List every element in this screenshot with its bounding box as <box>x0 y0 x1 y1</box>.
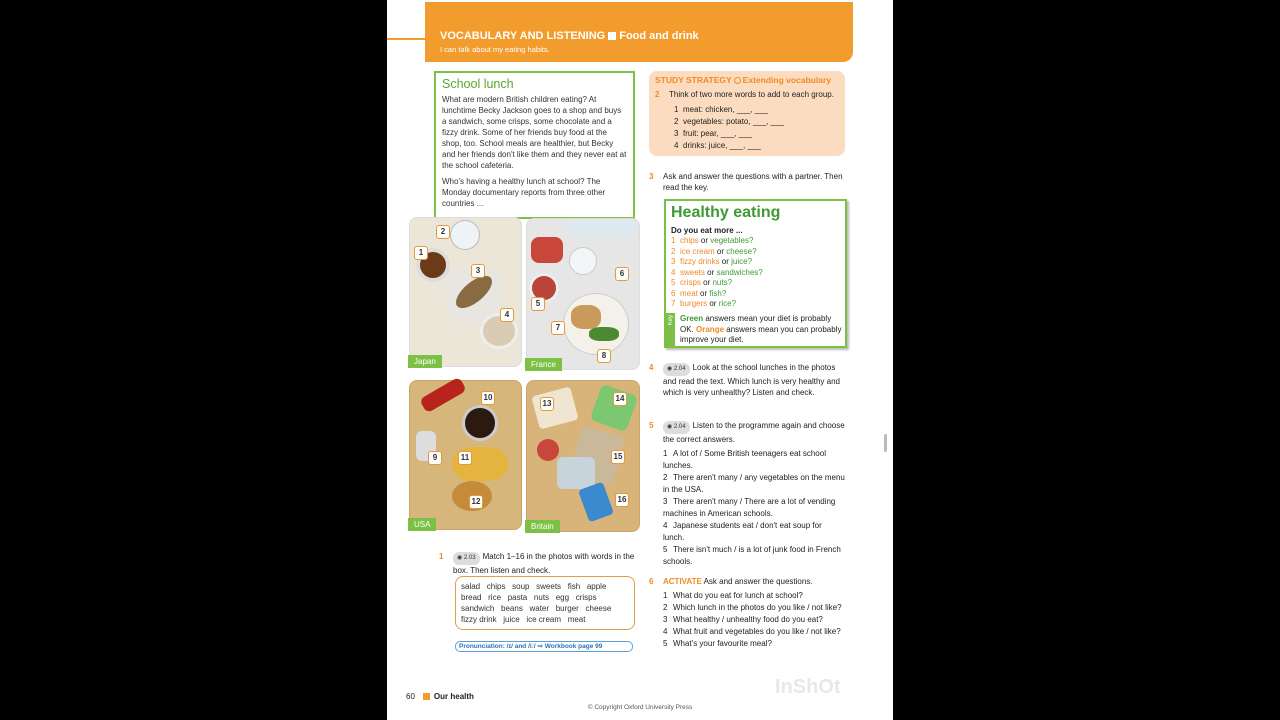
word-row: sandwich beans water burger cheese <box>461 604 612 613</box>
chicken-image <box>571 305 601 329</box>
tray-label: Britain <box>525 520 560 533</box>
circle-icon <box>734 77 741 84</box>
list-item: 1 A lot of / Some British teenagers eat school lunches. <box>663 449 826 470</box>
glass-image <box>569 247 597 275</box>
page-number: 60 <box>406 692 415 701</box>
list-item: 1 meat: chicken, ___, ___ <box>674 105 768 114</box>
list-item: 5 What's your favourite meal? <box>663 639 772 648</box>
wrapper-image <box>557 457 595 489</box>
photo-number: 16 <box>615 493 629 507</box>
list-item: 6 meat or fish? <box>671 288 727 298</box>
photo-number: 1 <box>414 246 428 260</box>
cola-cup-image <box>462 405 498 441</box>
list-item: 2 There aren't many / any vegetables on the menu in the USA. <box>663 473 845 494</box>
list-item: 4 What fruit and vegetables do you like / not like? <box>663 627 841 636</box>
school-lunch-para2: Who's having a healthy lunch at school? The Monday documentary reports from three other countries ... <box>442 177 606 208</box>
glass-image <box>450 220 480 250</box>
photo-number: 12 <box>469 495 483 509</box>
apple-image <box>537 439 559 461</box>
list-item: 4 Japanese students eat / don't eat soup for lunch. <box>663 521 822 542</box>
word-row: fizzy drink juice ice cream meat <box>461 615 586 624</box>
word-row: bread rice pasta nuts egg crisps <box>461 593 597 602</box>
tray-label: Japan <box>408 355 442 368</box>
key-text: Green answers mean your diet is probably OK. Orange answers mean you can probably improve your diet. <box>680 314 842 344</box>
photo-number: 13 <box>540 397 554 411</box>
list-item: 3 There aren't many / There are a lot of vending machines in American schools. <box>663 497 836 518</box>
list-item: 3 fizzy drinks or juice? <box>671 257 753 266</box>
square-icon <box>423 693 430 700</box>
square-icon <box>608 32 616 40</box>
list-item: 4 drinks: juice, ___, ___ <box>674 141 761 150</box>
photo-number: 5 <box>531 297 545 311</box>
question-4: 4 ◉ 2.04 Look at the school lunches in the photos and read the text. Which lunch is very healthy and which is very unhealthy? Listen and check. <box>649 363 840 397</box>
list-item: 7 burgers or rice? <box>671 299 737 308</box>
header-banner <box>425 2 853 62</box>
healthy-eating-box <box>664 199 847 348</box>
page-footer <box>406 692 474 701</box>
tray-japan <box>409 217 522 367</box>
header-title: VOCABULARY AND LISTENING Food and drink <box>440 30 699 42</box>
healthy-eating-intro: Do you eat more ... <box>671 226 743 235</box>
photo-number: 15 <box>611 450 625 464</box>
healthy-eating-title: Healthy eating <box>671 204 781 221</box>
copyright: © Copyright Oxford University Press <box>587 704 693 711</box>
cola-bottle-image <box>419 377 467 414</box>
school-lunch-title: School lunch <box>442 77 514 91</box>
question-1: 1 ◉ 2.03 Match 1–16 in the photos with words in the box. Then listen and check. <box>439 552 635 575</box>
tray-france <box>526 218 640 370</box>
school-lunch-box <box>434 71 635 219</box>
list-item: 2 ice cream or cheese? <box>671 246 757 256</box>
photo-number: 6 <box>615 267 629 281</box>
photo-number: 11 <box>458 451 472 465</box>
list-item: 1 What do you eat for lunch at school? <box>663 591 803 600</box>
header-subtitle: I can talk about my eating habits. <box>440 45 550 54</box>
study-strategy-box <box>649 71 845 156</box>
list-item: 3 What healthy / unhealthy food do you eat? <box>663 615 823 624</box>
question-6: 6 ACTIVATE Ask and answer the questions. 1 What do you eat for lunch at school? 2 Which lunch in the photos do you like / not like? 3 What healthy / unhealthy food do you eat? 4 What fruit and vegetables do you like / not like? 5 What's your favourite meal? <box>649 576 845 650</box>
list-item: 2 Which lunch in the photos do you like / not like? <box>663 603 842 612</box>
word-box <box>455 576 635 630</box>
scrollbar[interactable] <box>884 434 887 452</box>
list-item: 3 fruit: pear, ___, ___ <box>674 129 752 138</box>
list-item: 5 crisps or nuts? <box>671 278 733 287</box>
tray-britain <box>526 380 640 532</box>
photo-number: 3 <box>471 264 485 278</box>
chocolate-image <box>531 386 578 429</box>
question-5: 5 ◉ 2.04 Listen to the programme again and choose the correct answers. 1 A lot of / Some British teenagers eat school lunches. 2 There aren't many / any vegetables on the menu in the USA. 3 There aren't many / There are a lot of vending machines in American schools. 4 Japanese students eat / don't eat soup for lunch. 5 There isn't much / is a lot of junk food in French schools. <box>649 421 845 566</box>
study-strategy-title: STUDY STRATEGY Extending vocabulary <box>655 75 832 85</box>
section-name: Our health <box>433 692 474 701</box>
drink-carton-image <box>578 482 614 523</box>
tray-label: France <box>525 358 562 371</box>
list-item: 5 There isn't much / is a lot of junk food in French schools. <box>663 545 841 566</box>
tray-usa <box>409 380 522 530</box>
crisps-packet-image <box>590 384 639 433</box>
list-item: 2 vegetables: potato, ___, ___ <box>674 117 784 126</box>
photo-number: 4 <box>500 308 514 322</box>
photo-number: 2 <box>436 225 450 239</box>
water-bottle-image <box>567 221 637 237</box>
photo-number: 9 <box>428 451 442 465</box>
word-row: salad chips soup sweets fish apple <box>461 582 607 591</box>
key-bar: Key <box>666 313 675 346</box>
photo-number: 14 <box>613 392 627 406</box>
header-rule <box>387 38 427 40</box>
salad-image <box>531 237 563 263</box>
list-item: 4 sweets or sandwiches? <box>671 267 763 277</box>
tray-label: USA <box>408 518 436 531</box>
audio-icon[interactable]: ◉ 2.03 <box>453 552 480 565</box>
photo-number: 8 <box>597 349 611 363</box>
audio-icon[interactable]: ◉ 2.04 <box>663 421 690 434</box>
school-lunch-para1: What are modern British children eating? At lunchtime Becky Jackson goes to a shop and buys a sandwich, some crisps, some chocolate and a fizzy drink. Some of her friends buy food at the shop, too. School meals are healthier, but Becky and her friends don't like them and they never eat at the school cafeteria. <box>442 95 627 170</box>
pronunciation-link[interactable]: Pronunciation: /ɪ/ and /iː/ ⇨ Workbook page 99 <box>455 641 633 652</box>
question-3: 3 Ask and answer the questions with a partner. Then read the key. <box>649 172 843 192</box>
question-2: 2 Think of two more words to add to each group. <box>655 90 834 99</box>
photo-number: 10 <box>481 391 495 405</box>
list-item: 1 chips or vegetables? <box>671 236 754 245</box>
watermark: InShOt <box>775 676 841 698</box>
textbook-page <box>387 0 893 720</box>
photo-number: 7 <box>551 321 565 335</box>
audio-icon[interactable]: ◉ 2.04 <box>663 363 690 376</box>
beans-image <box>589 327 619 341</box>
